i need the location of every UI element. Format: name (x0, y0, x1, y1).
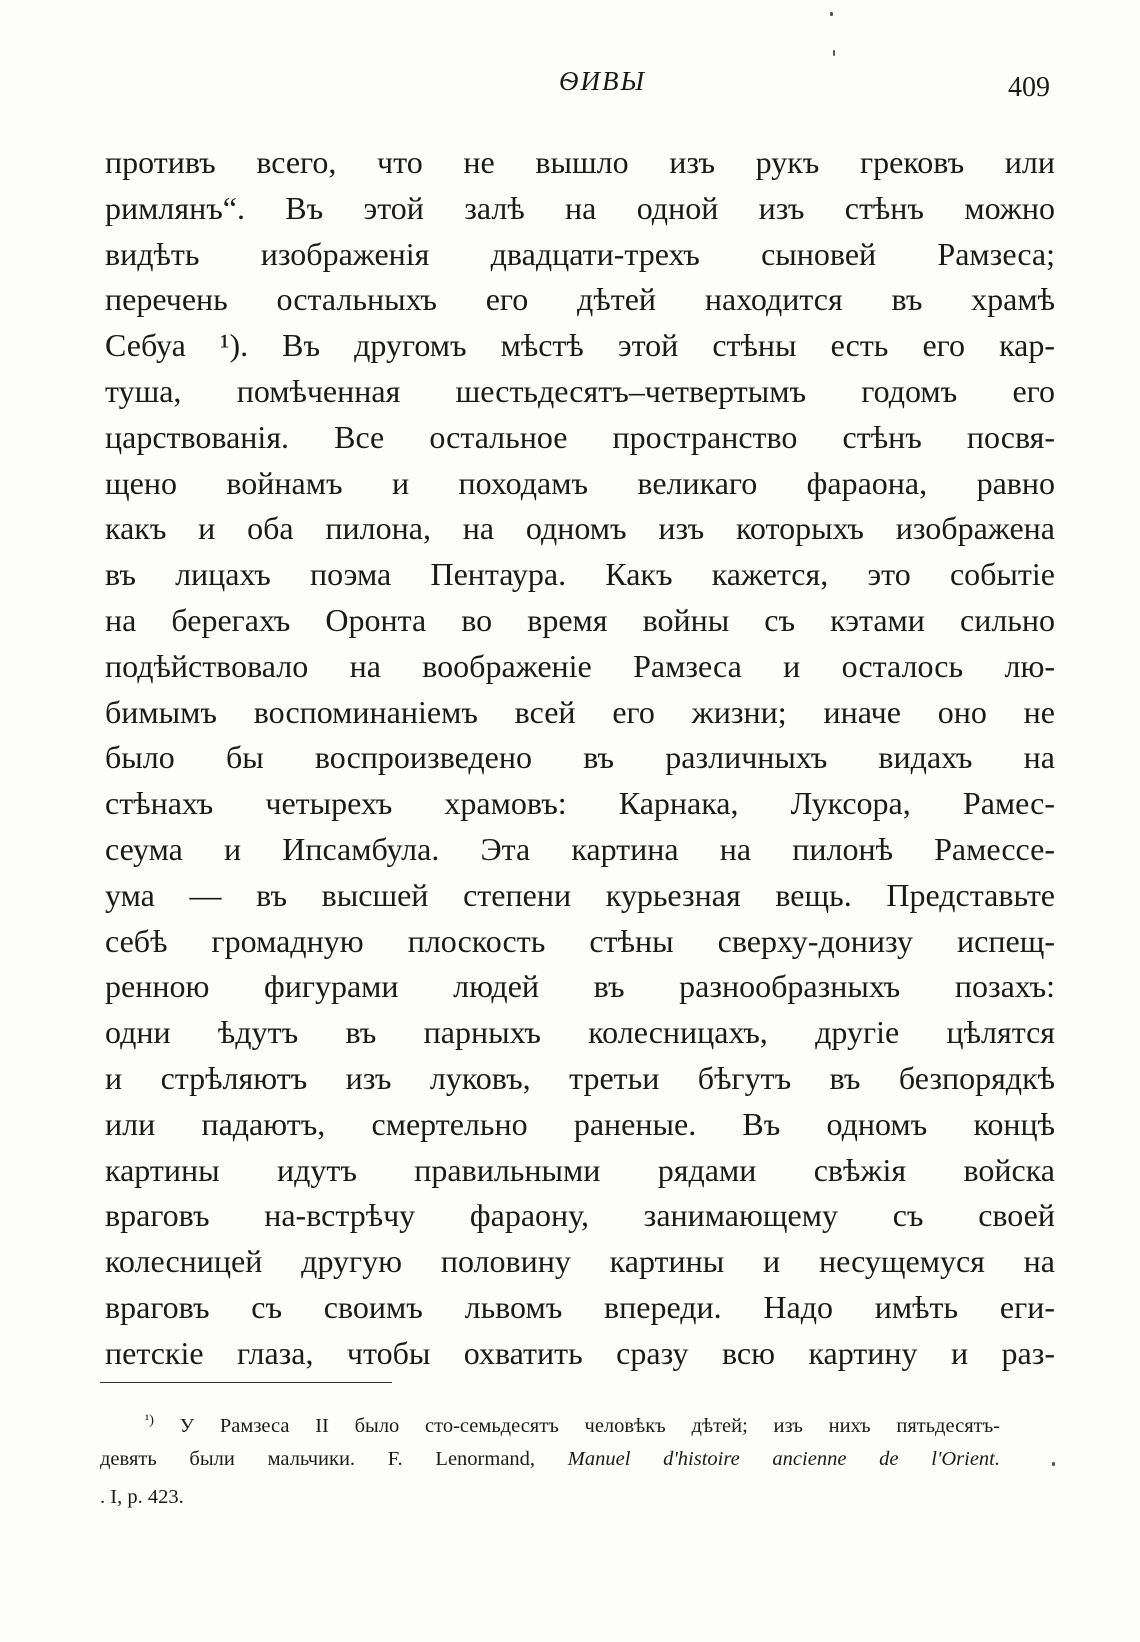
footnote-book-title: Manuel d'histoire ancienne de l'Orient. (567, 1448, 1000, 1470)
text-line: было бы воспроизведено въ различныхъ видахъ на (105, 739, 1055, 776)
text-line: петскіе глаза, чтобы охватить сразу всю картину и раз- (105, 1334, 1055, 1371)
running-head (0, 62, 1140, 102)
text-line: какъ и оба пилона, на одномъ изъ которыхъ изображена (105, 510, 1055, 547)
text-line: сеума и Ипсамбула. Эта картина на пилонѣ Рамессе- (105, 830, 1055, 867)
text-line: на берегахъ Оронта во время войны съ кэтами сильно (105, 601, 1055, 638)
footnote-line-1 (100, 1402, 1000, 1440)
text-line: стѣнахъ четырехъ храмовъ: Карнака, Луксора, Рамес- (105, 785, 1055, 822)
footnote-text-1: У Рамзеса II было сто-семьдесятъ человѣкъ дѣтей; изъ нихъ пятьдесятъ- (179, 1415, 1001, 1437)
text-line: ума — въ высшей степени курьезная вещь. Представьте (105, 876, 1055, 913)
text-line: противъ всего, что не вышло изъ рукъ грековъ или (105, 144, 1055, 180)
text-line: одни ѣдутъ въ парныхъ колесницахъ, другіе цѣлятся (105, 1014, 1055, 1051)
text-line: царствованія. Все остальное пространство стѣнъ посвя- (105, 418, 1055, 455)
text-line: колесницей другую половину картины и несущемуся на (105, 1243, 1055, 1280)
footnote-marker: ¹) (145, 1413, 154, 1428)
print-speck (833, 50, 835, 56)
text-line: враговъ съ своимъ львомъ впереди. Надо имѣть еги- (105, 1288, 1055, 1325)
footnote (100, 1402, 1000, 1516)
text-line: ренною фигурами людей въ разнообразныхъ позахъ: (105, 968, 1055, 1005)
text-line: видѣть изображенія двадцати-трехъ сыновей Рамзеса; (105, 235, 1055, 272)
text-line: Себуа ¹). Въ другомъ мѣстѣ этой стѣны есть его кар- (105, 327, 1055, 364)
text-line: въ лицахъ поэма Пентаура. Какъ кажется, это событіе (105, 556, 1055, 593)
text-line: перечень остальныхъ его дѣтей находится въ храмѣ (105, 281, 1055, 318)
text-line: враговъ на-встрѣчу фараону, занимающему съ своей (105, 1197, 1055, 1234)
text-line: подѣйствовало на воображеніе Рамзеса и осталось лю- (105, 647, 1055, 684)
page-number: 409 (1008, 72, 1050, 103)
text-line: себѣ громадную плоскость стѣны сверху-донизу испещ- (105, 922, 1055, 959)
text-line: туша, помѣченная шестьдесятъ–четвертымъ годомъ его (105, 372, 1055, 409)
running-title: ѲИВЫ (558, 66, 647, 96)
text-line: щено войнамъ и походамъ великаго фараона, равно (105, 464, 1055, 501)
print-speck (830, 12, 833, 16)
footnote-text-3: . I, p. 423. (100, 1486, 184, 1508)
text-line: и стрѣляютъ изъ луковъ, третьи бѣгутъ въ безпорядкѣ (105, 1059, 1055, 1096)
footnote-line-3 (100, 1478, 1000, 1516)
print-speck (1052, 1462, 1055, 1466)
text-line: картины идутъ правильными рядами свѣжія войска (105, 1151, 1055, 1188)
text-line: бимымъ воспоминаніемъ всей его жизни; иначе оно не (105, 693, 1055, 730)
text-line: или падаютъ, смертельно раненые. Въ одномъ концѣ (105, 1105, 1055, 1142)
footnote-line-2 (100, 1440, 1000, 1478)
body-text (105, 140, 1055, 1377)
footnote-text-2: девять были мальчики. F. Lenormand, (100, 1448, 536, 1470)
text-line: римлянъ“. Въ этой залѣ на одной изъ стѣнъ можно (105, 189, 1055, 226)
footnote-divider (100, 1382, 392, 1383)
